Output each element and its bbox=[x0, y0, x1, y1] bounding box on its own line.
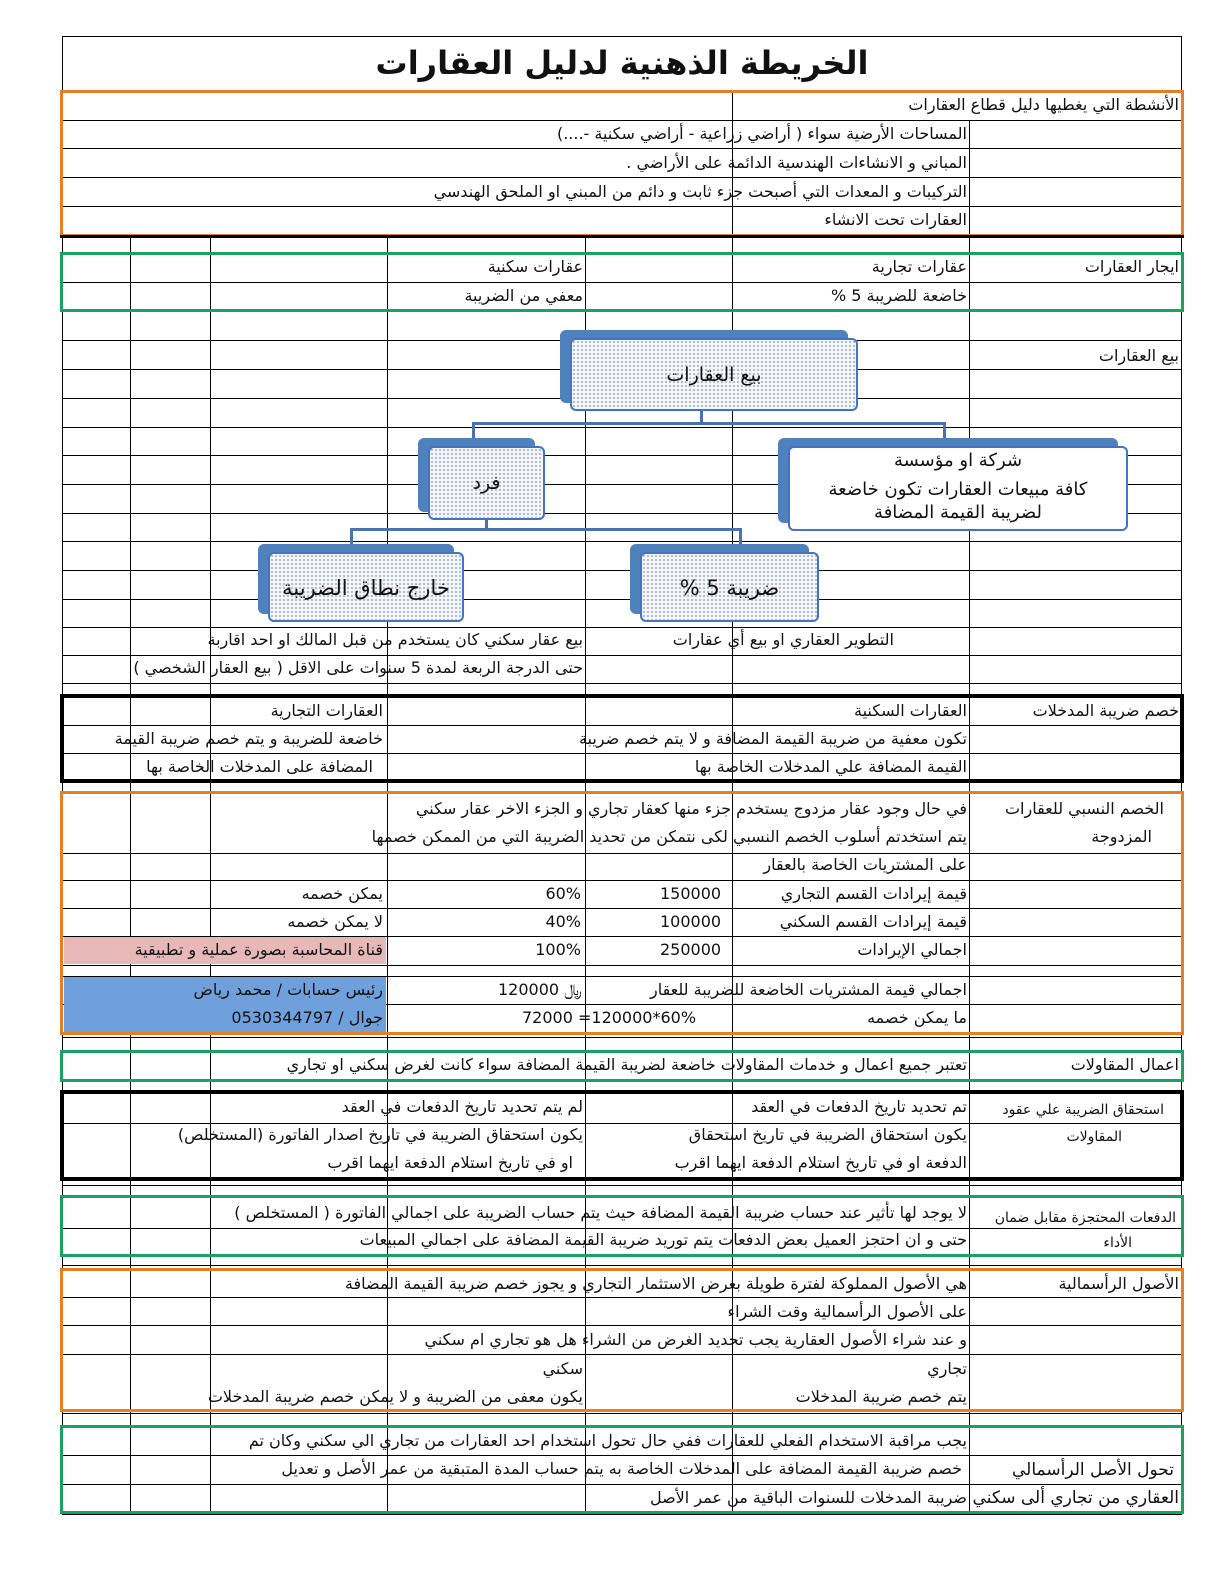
contract-due-label: استحقاق الضريبة علي عقود bbox=[1002, 1102, 1164, 1118]
retention-label: الأداء bbox=[1103, 1235, 1132, 1251]
rent-commercial-tax: خاضعة للضريبة 5 % bbox=[830, 286, 967, 305]
proportional-text: على المشتريات الخاصة بالعقار bbox=[763, 855, 967, 874]
input-commercial: العقارات التجارية bbox=[270, 701, 383, 720]
contract-due-b: او في تاريخ استلام الدفعة ايهما اقرب bbox=[327, 1153, 573, 1172]
capital-residential-note: يكون معفى من الضريبة و لا يمكن خصم ضريبة المدخلات bbox=[207, 1387, 583, 1406]
retention-text: حتى و ان احتجز العميل بعض الدفعات يتم توريد ضريبة القيمة المضافة على اجمالي المبيعات bbox=[359, 1230, 967, 1249]
outside-scope-box bbox=[268, 552, 464, 622]
individual-box bbox=[428, 446, 545, 520]
capital-commercial-note: يتم خصم ضريبة المدخلات bbox=[795, 1387, 967, 1406]
proportional-text: يتم استخدتم أسلوب الخصم النسبي لكى نتمكن من تحديد الضريبة التي من الممكن خصمها bbox=[371, 827, 967, 846]
connector bbox=[943, 422, 946, 446]
proportional-label: الخصم النسبي للعقارات bbox=[1004, 799, 1164, 818]
conversion-text: ضريبة المدخلات للسنوات الباقية من عمر الأصل bbox=[649, 1488, 967, 1507]
contracting-text: تعتبر جميع اعمال و خدمات المقاولات خاضعة لضريبة القيمة المضافة سواء كانت لغرض سكني او تجاري bbox=[286, 1055, 967, 1074]
rent-residential: عقارات سكنية bbox=[487, 257, 583, 276]
input-commercial-text: المضافة على المدخلات الخاصة بها bbox=[146, 757, 373, 776]
revenue-amount: 250000 bbox=[660, 940, 722, 959]
capital-assets-text: على الأصول الرأسمالية وقت الشراء bbox=[727, 1302, 967, 1321]
activities-label: الأنشطة التي يغطيها دليل قطاع العقارات bbox=[908, 95, 1179, 114]
revenue-amount: 100000 bbox=[660, 912, 722, 931]
sale-root-box bbox=[570, 338, 858, 411]
proportional-text: في حال وجود عقار مزدوج يستخدم جزء منها كعقار تجاري و الجزء الاخر عقار سكني bbox=[415, 799, 967, 818]
revenue-label: قيمة إيرادات القسم التجاري bbox=[780, 884, 967, 903]
rent-frame bbox=[60, 252, 1184, 312]
author-phone: جوال / 0530344797 bbox=[231, 1008, 383, 1027]
capital-residential: سكني bbox=[542, 1359, 583, 1378]
company-box bbox=[788, 446, 1128, 531]
rent-residential-tax: معفي من الضريبة bbox=[464, 286, 583, 305]
author-credit: رئيس حسابات / محمد رياض bbox=[193, 980, 383, 999]
revenue-pct: 100% bbox=[535, 940, 581, 959]
page-title: الخريطة الذهنية لدليل العقارات bbox=[375, 44, 869, 82]
capital-commercial: تجاري bbox=[927, 1359, 967, 1378]
connector bbox=[350, 528, 742, 531]
contract-due-b: يكون استحقاق الضريبة في تاريخ اصدار الفاتورة (المستخلص) bbox=[177, 1125, 583, 1144]
revenue-note: يمكن خصمه bbox=[301, 884, 383, 903]
contract-due-a: تم تحديد تاريخ الدفعات في العقد bbox=[751, 1097, 967, 1116]
sale-label: بيع العقارات bbox=[1098, 346, 1179, 365]
individual-text: فرد bbox=[472, 472, 501, 494]
conversion-text: خصم ضريبة القيمة المضافة على المدخلات الخاصة به يتم حساب المدة المتبقية من عمر الأصل و تعديل bbox=[281, 1459, 962, 1478]
sale-note-res: حتى الدرجة الربعة لمدة 5 سنوات على الاقل ( بيع العقار الشخصي ) bbox=[133, 658, 583, 677]
company-text: لضريبة القيمة المضافة bbox=[874, 502, 1042, 523]
company-text: كافة مبيعات العقارات تكون خاضعة bbox=[828, 479, 1088, 500]
contract-due-label: المقاولات bbox=[1066, 1129, 1122, 1145]
input-residential-text: تكون معفية من ضريبة القيمة المضافة و لا يتم خصم ضريبة bbox=[578, 729, 967, 748]
retention-label: الدفعات المحتجزة مقابل ضمان bbox=[994, 1210, 1176, 1226]
contract-due-a: الدفعة او في تاريخ استلام الدفعة ايهما اقرب bbox=[674, 1153, 967, 1172]
revenue-note: لا يمكن خصمه bbox=[287, 912, 383, 931]
deductible-formula: 72000 =120000*60% bbox=[522, 1008, 697, 1027]
sale-note-res: بيع عقار سكني كان يستخدم من قبل المالك او احد اقاربة bbox=[207, 630, 583, 649]
connector bbox=[472, 422, 475, 446]
proportional-label: المزدوجة bbox=[1091, 827, 1152, 846]
contract-due-b: لم يتم تحديد تاريخ الدفعات في العقد bbox=[341, 1097, 583, 1116]
outside-scope-text: خارج نطاق الضريبة bbox=[282, 576, 450, 600]
retention-text: لا يوجد لها تأثير عند حساب ضريبة القيمة المضافة حيث يتم حساب الضريبة على اجمالي الفاتورة ( المستخلص ) bbox=[234, 1203, 967, 1222]
revenue-amount: 150000 bbox=[660, 884, 722, 903]
connector bbox=[739, 528, 742, 552]
sale-note-dev: التطوير العقاري او بيع أي عقارات bbox=[672, 630, 894, 649]
input-commercial-text: خاضعة للضريبة و يتم خصم ضريبة القيمة bbox=[114, 729, 383, 748]
company-title: شركة او مؤسسة bbox=[893, 450, 1023, 471]
capital-assets-text: هي الأصول المملوكة لفترة طويلة بغرض الاستثمار التجاري و يجوز خصم ضريبة القيمة المضافة bbox=[344, 1274, 967, 1293]
revenue-label: قيمة إيرادات القسم السكني bbox=[779, 912, 967, 931]
activity-item: المساحات الأرضية سواء ( أراضي زراعية - أراضي سكنية -....) bbox=[556, 124, 967, 143]
tax5-text: ضريبة 5 % bbox=[679, 576, 780, 600]
activity-item: العقارات تحت الانشاء bbox=[824, 210, 967, 229]
revenue-label: اجمالي الإيرادات bbox=[857, 940, 967, 959]
activity-item: المباني و الانشاءات الهندسية الدائمة على الأراضي . bbox=[626, 153, 967, 172]
contract-due-a: يكون استحقاق الضريبة في تاريخ استحقاق bbox=[688, 1125, 967, 1144]
input-deduction-label: خصم ضريبة المدخلات bbox=[1032, 701, 1179, 720]
activity-item: التركيبات و المعدات التي أصبحت جزء ثابت و دائم من المبني او الملحق الهندسي bbox=[433, 182, 967, 201]
capital-assets-label: الأصول الرأسمالية bbox=[1058, 1274, 1179, 1293]
conversion-label: العقاري من تجاري ألى سكني bbox=[972, 1488, 1179, 1508]
revenue-note: قناة المحاسبة بصورة عملية و تطبيقية bbox=[134, 940, 383, 959]
purchases-label: اجمالي قيمة المشتريات الخاضعة للضريبة للعقار bbox=[649, 980, 967, 999]
conversion-label: تحول الأصل الرأسمالي bbox=[1012, 1460, 1174, 1480]
input-residential: العقارات السكنية bbox=[854, 701, 967, 720]
sale-root-text: بيع العقارات bbox=[666, 364, 762, 386]
connector bbox=[350, 528, 353, 552]
capital-assets-text: و عند شراء الأصول العقارية يجب تحديد الغرض من الشراء هل هو تجاري ام سكني bbox=[424, 1330, 967, 1349]
tax5-box bbox=[640, 552, 819, 622]
connector bbox=[472, 422, 946, 425]
rent-label: ايجار العقارات bbox=[1084, 257, 1179, 276]
deductible-label: ما يمكن خصمه bbox=[867, 1008, 967, 1027]
contracting-label: اعمال المقاولات bbox=[1070, 1055, 1179, 1074]
purchases-value: 120000 ﷼ bbox=[498, 980, 582, 999]
input-residential-text: القيمة المضافة علي المدخلات الخاصة بها bbox=[694, 757, 967, 776]
rent-commercial: عقارات تجارية bbox=[871, 257, 967, 276]
conversion-text: يجب مراقبة الاستخدام الفعلي للعقارات ففي حال تحول استخدام احد العقارات من تجاري الي سكني وكان تم bbox=[248, 1431, 967, 1450]
revenue-pct: 40% bbox=[545, 912, 581, 931]
revenue-pct: 60% bbox=[545, 884, 581, 903]
